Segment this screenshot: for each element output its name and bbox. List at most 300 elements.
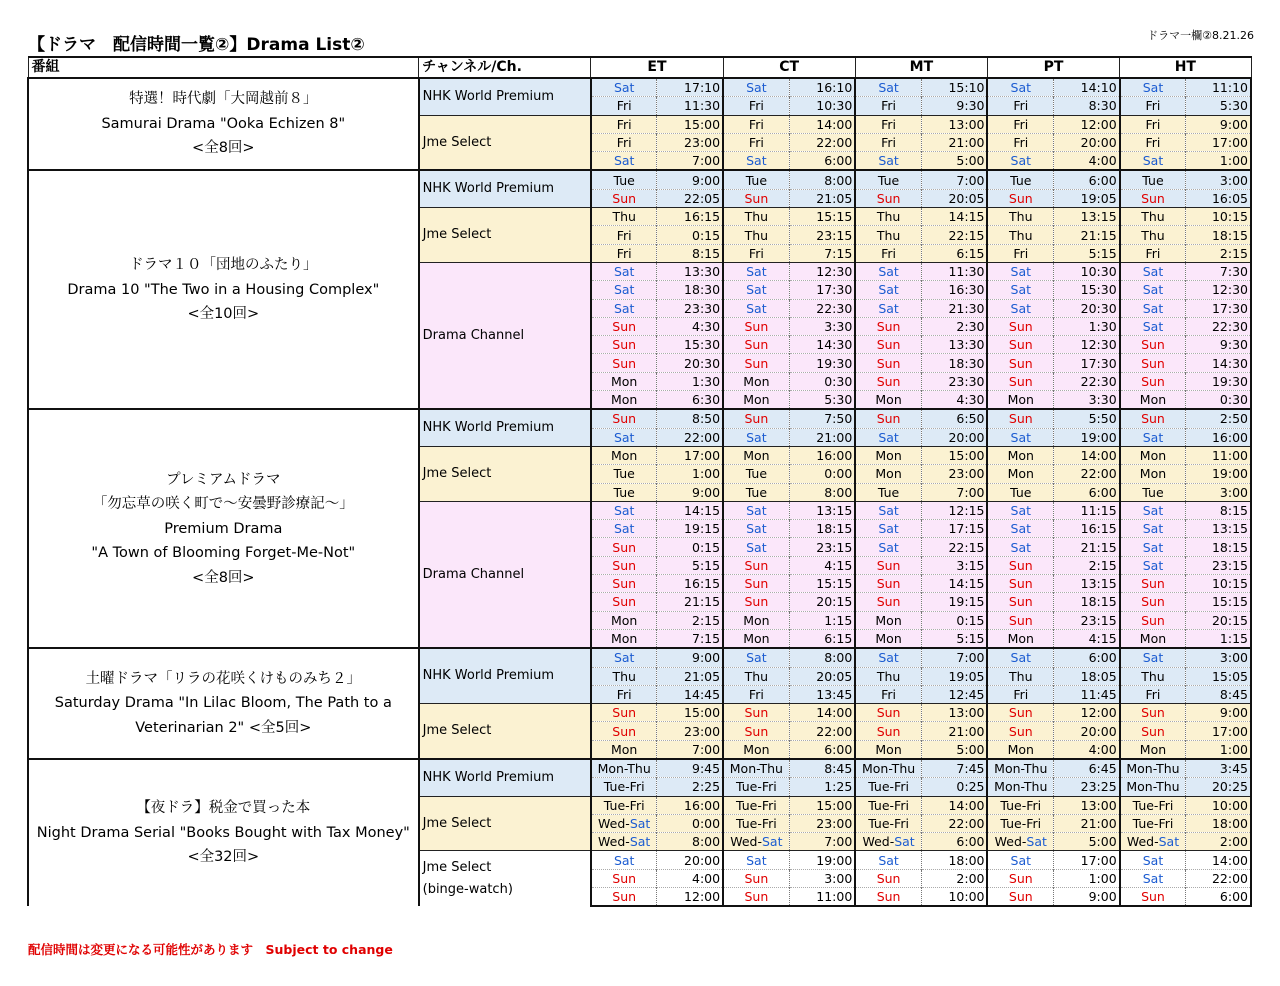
schedule-time: 1:00 (657, 465, 723, 483)
schedule-time: 23:25 (1054, 778, 1120, 796)
channel-name: NHK World Premium (419, 78, 591, 115)
table-row (28, 170, 1251, 189)
day-label: Mon (1139, 392, 1167, 408)
schedule-day (1120, 593, 1186, 611)
schedule-day (987, 226, 1053, 244)
day-label: Tue (613, 466, 635, 482)
schedule-day (987, 520, 1053, 538)
day-label: Sat (746, 80, 767, 96)
schedule-day (1120, 336, 1186, 354)
day-label: Sat (613, 852, 635, 868)
schedule-time: 8:15 (1186, 501, 1251, 519)
day-label: Sun (612, 705, 637, 721)
schedule-day (723, 354, 789, 372)
schedule-time: 14:00 (1054, 446, 1120, 464)
schedule-day (591, 133, 657, 151)
schedule-time: 23:30 (921, 372, 987, 390)
schedule-day (1120, 833, 1186, 851)
schedule-day (987, 391, 1053, 410)
schedule-day (1120, 262, 1186, 280)
day-label: Fri (1145, 116, 1161, 132)
schedule-time: 9:00 (1186, 115, 1251, 133)
day-prefix: Wed- (598, 834, 630, 850)
schedule-day (987, 281, 1053, 299)
schedule-day (591, 759, 657, 778)
schedule-time: 3:15 (921, 556, 987, 574)
schedule-day (1120, 281, 1186, 299)
schedule-time: 12:15 (921, 501, 987, 519)
day-label: Mon-Thu (1126, 779, 1180, 795)
schedule-day (723, 115, 789, 133)
day-label: Sat (746, 282, 767, 298)
schedule-day (855, 409, 921, 428)
day-label: Fri (616, 686, 632, 702)
schedule-day (855, 262, 921, 280)
schedule-day (855, 317, 921, 335)
schedule-time: 1:25 (789, 778, 855, 796)
day-label: Fri (881, 116, 897, 132)
schedule-day (1120, 704, 1186, 722)
schedule-time: 20:30 (1054, 299, 1120, 317)
schedule-day (723, 796, 789, 814)
day-label: Sun (876, 337, 901, 353)
day-label: Sun (1141, 612, 1165, 628)
day-label: Mon (1139, 631, 1167, 647)
schedule-day (855, 851, 921, 869)
schedule-time: 15:30 (657, 336, 723, 354)
day-label: Sat (878, 264, 899, 280)
schedule-time: 2:25 (657, 778, 723, 796)
program-title-line: Saturday Drama "In Lilac Bloom, The Path to a Veterinarian 2" <全5回> (54, 695, 392, 736)
day-label: Sat (1142, 264, 1164, 280)
schedule-time: 23:15 (1054, 611, 1120, 629)
day-label: Fri (1013, 135, 1029, 151)
schedule-time: 1:00 (1186, 740, 1251, 759)
schedule-day (1120, 759, 1186, 778)
schedule-day (855, 97, 921, 115)
schedule-time: 3:30 (789, 317, 855, 335)
schedule-day (855, 501, 921, 519)
schedule-day (591, 78, 657, 97)
schedule-time: 12:00 (657, 888, 723, 907)
schedule-time: 11:30 (921, 262, 987, 280)
day-label: Sat (878, 153, 899, 169)
schedule-time: 13:00 (1054, 796, 1120, 814)
day-label: Tue-Fri (868, 816, 909, 832)
day-label: Thu (744, 668, 769, 684)
day-label: Sun (876, 319, 901, 334)
day-label: Sat (878, 282, 899, 298)
schedule-day (1120, 611, 1186, 629)
schedule-day (723, 299, 789, 317)
schedule-time: 15:15 (789, 575, 855, 593)
day-label: Sat (1010, 650, 1032, 666)
day-label: Thu (876, 209, 901, 225)
schedule-time: 7:50 (789, 409, 855, 428)
schedule-time: 11:45 (1054, 685, 1120, 703)
program-title-line: Night Drama Serial "Books Bought with Tax Money"<全32回> (36, 824, 410, 866)
program-title-line: "A Town of Blooming Forget-Me-Not" (91, 545, 356, 562)
schedule-time: 22:00 (1054, 465, 1120, 483)
schedule-time: 20:00 (1054, 722, 1120, 740)
schedule-day (987, 611, 1053, 629)
schedule-time: 3:00 (789, 869, 855, 887)
schedule-time: 18:30 (657, 281, 723, 299)
day-label: Sun (1008, 373, 1033, 389)
schedule-day (855, 189, 921, 207)
schedule-day (987, 759, 1053, 778)
schedule-time: 14:30 (789, 336, 855, 354)
schedule-day (855, 208, 921, 226)
day-label: Sat (1142, 80, 1164, 96)
schedule-time: 4:30 (657, 317, 723, 335)
schedule-time: 22:05 (657, 189, 723, 207)
table-row (28, 78, 1251, 97)
schedule-time: 8:45 (1186, 685, 1251, 703)
schedule-time: 18:15 (1054, 593, 1120, 611)
day-label: Fri (1145, 98, 1161, 114)
day-label: Sun (1008, 889, 1033, 905)
schedule-day (723, 814, 789, 832)
schedule-time: 8:15 (657, 244, 723, 262)
day-label: Sat (746, 502, 767, 518)
schedule-day (987, 133, 1053, 151)
schedule-time: 15:00 (657, 704, 723, 722)
schedule-time: 20:00 (657, 851, 723, 869)
day-label: Sun (876, 557, 901, 573)
day-label: Sun (744, 705, 769, 721)
schedule-time: 0:15 (921, 611, 987, 629)
schedule-time: 16:00 (1186, 428, 1251, 446)
day-label: Mon (875, 612, 902, 628)
schedule-time: 12:00 (1054, 115, 1120, 133)
schedule-day (723, 667, 789, 685)
schedule-time: 3:00 (1186, 648, 1251, 667)
schedule-day (1120, 538, 1186, 556)
day-label: Sun (1141, 723, 1165, 739)
schedule-time: 12:00 (1054, 704, 1120, 722)
schedule-day (987, 78, 1053, 97)
day-label: Sun (1141, 190, 1165, 206)
schedule-day (591, 446, 657, 464)
schedule-day (855, 152, 921, 171)
schedule-time: 17:30 (1054, 354, 1120, 372)
schedule-time: 0:25 (921, 778, 987, 796)
day-label: Sun (744, 190, 769, 206)
schedule-time: 1:15 (789, 611, 855, 629)
day-label: Sat (746, 429, 767, 445)
schedule-time: 5:15 (657, 556, 723, 574)
schedule-day (591, 281, 657, 299)
day-label: Sun (744, 411, 769, 427)
day-label: Sat (613, 282, 635, 298)
schedule-day (855, 629, 921, 648)
schedule-day (1120, 778, 1186, 796)
day-label: Mon-Thu (994, 761, 1048, 777)
program-title-line: Samurai Drama "Ooka Echizen 8" (101, 115, 346, 132)
day-label: Sun (744, 889, 769, 905)
schedule-time: 4:15 (1054, 629, 1120, 648)
schedule-time: 11:10 (1186, 78, 1251, 97)
day-label: Sun (876, 576, 901, 592)
schedule-time: 7:15 (657, 629, 723, 648)
schedule-day (591, 888, 657, 907)
schedule-time: 17:00 (1186, 722, 1251, 740)
schedule-day (987, 778, 1053, 796)
day-label: Sat (1010, 521, 1032, 537)
schedule-time: 13:15 (1186, 520, 1251, 538)
day-label: Sun (612, 594, 637, 610)
day-label: Tue (613, 484, 635, 500)
day-label: Sat (878, 539, 899, 555)
schedule-day (723, 851, 789, 869)
schedule-time: 5:50 (1054, 409, 1120, 428)
channel-name: Jme Select (419, 796, 591, 851)
schedule-time: 15:15 (1186, 593, 1251, 611)
day-label: Sun (612, 539, 637, 555)
schedule-time: 16:30 (921, 281, 987, 299)
schedule-day (591, 796, 657, 814)
schedule-day (591, 189, 657, 207)
day-label: Sun (876, 373, 901, 389)
day-label: Sun (1141, 576, 1165, 592)
day-prefix: Wed- (994, 834, 1027, 850)
schedule-time: 6:00 (1054, 170, 1120, 189)
schedule-time: 23:15 (789, 226, 855, 244)
day-label: Mon (743, 448, 770, 464)
schedule-time: 4:00 (1054, 740, 1120, 759)
schedule-time: 16:15 (657, 575, 723, 593)
schedule-day (855, 869, 921, 887)
schedule-day (855, 833, 921, 851)
channel-line: Jme Select (422, 859, 492, 875)
day-label: Fri (616, 116, 632, 132)
schedule-day (987, 538, 1053, 556)
schedule-day (591, 685, 657, 703)
schedule-time: 2:15 (1186, 244, 1251, 262)
day-label: Sat (613, 429, 635, 445)
schedule-day (723, 685, 789, 703)
day-label: Sun (1008, 355, 1033, 371)
day-label: Sun (1008, 723, 1033, 739)
day-label: Sat (1142, 429, 1164, 445)
schedule-day (591, 428, 657, 446)
schedule-day (723, 465, 789, 483)
schedule-time: 21:05 (657, 667, 723, 685)
schedule-day (723, 611, 789, 629)
schedule-time: 23:15 (789, 538, 855, 556)
day-label: Sun (612, 870, 637, 886)
day-label: Sun (612, 337, 637, 353)
schedule-day (855, 538, 921, 556)
schedule-day (987, 262, 1053, 280)
schedule-time: 9:00 (1054, 888, 1120, 907)
schedule-time: 17:10 (657, 78, 723, 97)
day-label: Sun (876, 411, 901, 427)
schedule-day (855, 170, 921, 189)
schedule-day (723, 740, 789, 759)
schedule-time: 18:00 (921, 851, 987, 869)
day-prefix: Wed- (598, 816, 630, 832)
channel-line: (binge-watch) (422, 881, 513, 897)
program-title (28, 759, 419, 906)
schedule-day (591, 667, 657, 685)
schedule-time: 14:00 (789, 115, 855, 133)
schedule-body (28, 78, 1251, 906)
day-label: Sun (876, 870, 901, 886)
schedule-time: 19:00 (1054, 428, 1120, 446)
program-title-line: <全8回> (192, 140, 255, 157)
day-label: Thu (1009, 227, 1033, 243)
day-label: Sat (878, 852, 899, 868)
schedule-time: 6:15 (921, 244, 987, 262)
schedule-time: 0:00 (789, 465, 855, 483)
day-label: Mon (743, 631, 770, 647)
schedule-day (591, 722, 657, 740)
schedule-day (987, 465, 1053, 483)
day-label: Fri (748, 135, 764, 151)
schedule-time: 18:30 (921, 354, 987, 372)
day-label: Fri (1013, 98, 1029, 114)
schedule-day (1120, 409, 1186, 428)
day-label: Thu (1141, 209, 1165, 225)
day-label: Sat (878, 429, 899, 445)
schedule-time: 6:00 (921, 833, 987, 851)
schedule-day (591, 833, 657, 851)
day-label: Mon (611, 612, 638, 628)
channel-name: Jme Select (419, 115, 591, 170)
schedule-time: 13:15 (1054, 575, 1120, 593)
day-label: Sun (876, 889, 901, 905)
schedule-day (591, 593, 657, 611)
schedule-day (1120, 372, 1186, 390)
day-label: Sat (1142, 852, 1164, 868)
schedule-time: 19:30 (789, 354, 855, 372)
day-label: Sat (746, 539, 767, 555)
day-suffix: Sat (1158, 834, 1180, 850)
col-header-channel: チャンネル/Ch. (419, 57, 591, 78)
day-label: Sat (878, 502, 899, 518)
schedule-day (987, 115, 1053, 133)
schedule-time: 20:15 (1186, 611, 1251, 629)
channel-name: Jme Select (419, 446, 591, 501)
schedule-time: 11:30 (657, 97, 723, 115)
schedule-time: 16:15 (657, 208, 723, 226)
day-label: Sat (1010, 300, 1032, 316)
schedule-day (591, 611, 657, 629)
schedule-day (855, 133, 921, 151)
schedule-day (591, 97, 657, 115)
day-label: Sun (1141, 705, 1165, 721)
day-label: Fri (1013, 116, 1029, 132)
schedule-day (855, 391, 921, 410)
schedule-time: 1:30 (657, 372, 723, 390)
schedule-time: 2:50 (1186, 409, 1251, 428)
schedule-time: 6:00 (1054, 648, 1120, 667)
day-label: Sun (1008, 557, 1033, 573)
schedule-day (1120, 97, 1186, 115)
channel-name: Drama Channel (419, 501, 591, 648)
day-label: Thu (1141, 227, 1165, 243)
schedule-time: 15:00 (921, 446, 987, 464)
schedule-day (987, 648, 1053, 667)
schedule-day (723, 226, 789, 244)
day-label: Mon-Thu (729, 761, 783, 777)
day-label: Sat (878, 521, 899, 537)
schedule-day (855, 648, 921, 667)
day-label: Sat (613, 264, 635, 280)
day-label: Mon (1139, 466, 1167, 482)
schedule-day (723, 538, 789, 556)
schedule-time: 1:00 (1186, 152, 1251, 171)
day-label: Mon (875, 631, 902, 647)
schedule-day (987, 483, 1053, 501)
schedule-day (591, 336, 657, 354)
schedule-day (723, 317, 789, 335)
schedule-time: 7:00 (921, 483, 987, 501)
change-notice: 配信時間は変更になる可能性があります Subject to change (28, 942, 393, 957)
day-label: Sat (613, 300, 635, 316)
schedule-time: 12:30 (789, 262, 855, 280)
day-label: Mon-Thu (994, 779, 1048, 795)
schedule-day (1120, 152, 1186, 171)
schedule-day (855, 667, 921, 685)
schedule-day (591, 226, 657, 244)
schedule-day (723, 593, 789, 611)
schedule-time: 14:15 (921, 575, 987, 593)
schedule-day (987, 97, 1053, 115)
schedule-day (1120, 685, 1186, 703)
day-label: Tue (1010, 484, 1032, 500)
day-label: Mon (743, 373, 770, 389)
day-label: Sun (744, 355, 769, 371)
day-label: Tue-Fri (1000, 797, 1042, 813)
col-header-ht: HT (1120, 57, 1251, 78)
schedule-day (987, 667, 1053, 685)
schedule-day (723, 556, 789, 574)
channel-name: Jme Select (419, 208, 591, 263)
schedule-day (723, 208, 789, 226)
day-label: Sat (746, 521, 767, 537)
schedule-day (855, 244, 921, 262)
day-label: Sat (1010, 539, 1032, 555)
schedule-time: 17:30 (1186, 299, 1251, 317)
schedule-time: 14:45 (657, 685, 723, 703)
day-label: Tue (745, 484, 768, 500)
day-label: Sun (612, 889, 637, 905)
schedule-time: 22:00 (1186, 869, 1251, 887)
schedule-time: 6:00 (1054, 483, 1120, 501)
schedule-day (855, 115, 921, 133)
schedule-time: 14:00 (1186, 851, 1251, 869)
schedule-time: 21:00 (921, 722, 987, 740)
schedule-time: 1:00 (1054, 869, 1120, 887)
schedule-day (1120, 170, 1186, 189)
day-label: Sun (744, 723, 769, 739)
schedule-day (987, 556, 1053, 574)
day-label: Sun (1141, 337, 1165, 353)
schedule-day (1120, 888, 1186, 907)
schedule-day (591, 152, 657, 171)
schedule-time: 15:05 (1186, 667, 1251, 685)
day-label: Mon-Thu (861, 761, 916, 777)
schedule-time: 18:15 (1186, 226, 1251, 244)
table-row (28, 648, 1251, 667)
channel-name: NHK World Premium (419, 170, 591, 207)
program-title (28, 648, 419, 759)
day-label: Fri (1145, 135, 1161, 151)
day-label: Sat (613, 80, 635, 96)
